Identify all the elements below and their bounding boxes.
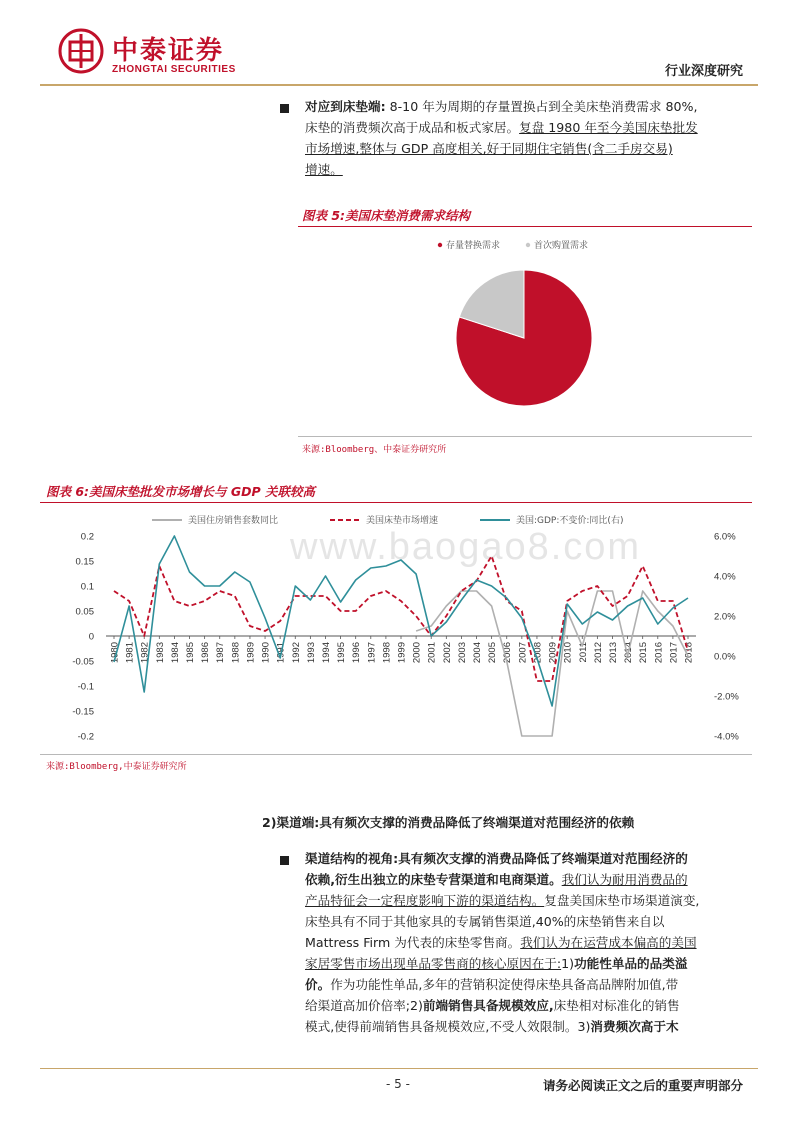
section2-line3: 床垫具有不同于其他家具的专属销售渠道,40%的床垫销售来自以 — [305, 914, 665, 929]
left-axis-tick: -0.15 — [72, 706, 94, 718]
figure5-title: 图表 5:美国床垫消费需求结构 — [302, 208, 471, 223]
pie-legend-marker — [438, 243, 442, 247]
company-logo-icon — [58, 28, 104, 74]
x-axis-tick: 1985 — [185, 642, 197, 664]
x-axis-tick: 2007 — [517, 642, 529, 664]
figure5-source: 来源:Bloomberg、中泰证券研究所 — [302, 445, 447, 455]
x-axis-tick: 2006 — [502, 642, 514, 664]
section1-line3: 市场增速,整体与 GDP 高度相关,好于同期住宅销售(含二手房交易) — [305, 141, 673, 156]
pie-legend — [438, 239, 588, 251]
x-axis-tick: 1986 — [200, 642, 212, 664]
x-axis-tick: 1994 — [320, 642, 332, 664]
section2-paragraph — [305, 848, 765, 1037]
x-axis-tick: 1990 — [260, 642, 272, 664]
x-axis-tick: 2008 — [532, 642, 544, 664]
line-chart-legend — [152, 514, 623, 526]
section2-line4: Mattress Firm 为代表的床垫零售商。我们认为在运营成本偏高的美国 — [305, 935, 697, 950]
x-axis-tick: 2010 — [562, 642, 574, 664]
section2-line7: 给渠道高加价倍率;2)前端销售具备规模效应,床垫相对标准化的销售 — [305, 998, 680, 1013]
right-axis-tick: -4.0% — [714, 731, 739, 743]
right-axis-tick: 0.0% — [714, 651, 736, 663]
x-axis-tick: 2009 — [547, 642, 559, 664]
pie-legend-label: 存量替换需求 — [446, 241, 501, 251]
x-axis-tick: 1981 — [124, 642, 136, 664]
bullet-square — [280, 104, 289, 113]
x-axis-tick: 1980 — [109, 642, 121, 664]
x-axis-tick: 1996 — [351, 642, 363, 664]
line-chart-axes — [72, 532, 739, 743]
report-type-label: 行业深度研究 — [664, 64, 743, 79]
x-axis-tick: 2000 — [411, 642, 423, 664]
figure6-title: 图表 6:美国床垫批发市场增长与 GDP 关联较高 — [46, 484, 316, 499]
section1-line1: 对应到床垫端: 8-10 年为周期的存量置换占到全美床垫消费需求 80%, — [305, 99, 698, 114]
x-axis-tick: 1998 — [381, 642, 393, 664]
line-legend-label: 美国床垫市场增速 — [366, 516, 439, 526]
left-axis-tick: -0.1 — [77, 681, 94, 693]
x-axis-tick: 1995 — [336, 642, 348, 664]
section1-paragraph — [305, 96, 765, 180]
section1-line4: 增速。 — [305, 162, 343, 177]
logo-english-name: ZHONGTAI SECURITIES — [112, 64, 236, 75]
x-axis-tick: 1982 — [139, 642, 151, 664]
x-axis-tick: 2016 — [653, 642, 665, 664]
x-axis-tick: 1991 — [275, 642, 287, 664]
left-axis-tick: 0.05 — [75, 606, 94, 618]
x-axis-tick: 2015 — [638, 642, 650, 664]
x-axis-tick: 2018 — [683, 642, 695, 664]
section2-line5: 家居零售市场出现单品零售商的核心原因在于:1)功能性单品的品类溢 — [305, 956, 688, 971]
x-axis-tick: 2014 — [623, 642, 635, 664]
x-axis-tick: 1997 — [366, 642, 378, 664]
x-axis-tick: 1993 — [305, 642, 317, 664]
line-series — [114, 536, 688, 706]
x-axis-tick: 2012 — [592, 642, 604, 664]
section2-line1: 依赖,衍生出独立的床垫专营渠道和电商渠道。我们认为耐用消费品的 — [305, 872, 688, 887]
right-axis-tick: 4.0% — [714, 571, 736, 583]
x-axis-tick: 2004 — [472, 642, 484, 664]
section2-line2: 产品特征会一定程度影响下游的渠道结构。复盘美国床垫市场渠道演变, — [305, 893, 700, 908]
section2-heading: 2)渠道端:具有频次支撑的消费品降低了终端渠道对范围经济的依赖 — [262, 815, 635, 830]
footer-divider — [40, 1068, 758, 1069]
x-axis-tick: 1992 — [290, 642, 302, 664]
x-axis-tick: 2013 — [607, 642, 619, 664]
left-axis-tick: -0.2 — [77, 731, 94, 743]
bullet-square — [280, 856, 289, 865]
x-axis-tick: 1999 — [396, 642, 408, 664]
section2-line6: 价。作为功能性单品,多年的营销积淀使得床垫具备高品牌附加值,带 — [305, 977, 679, 992]
left-axis-tick: 0.1 — [80, 581, 94, 593]
pie-legend-label: 首次购置需求 — [534, 241, 589, 251]
pie-slices — [456, 270, 592, 406]
watermark-text: www.baogao8.com — [290, 526, 642, 568]
header-divider — [40, 84, 758, 86]
right-axis-tick: -2.0% — [714, 691, 739, 703]
right-axis-tick: 6.0% — [714, 531, 736, 543]
x-axis-tick: 1988 — [230, 642, 242, 664]
pie-legend-marker — [526, 243, 530, 247]
x-axis-tick: 1984 — [169, 642, 181, 664]
figure6-bottom-rule — [40, 754, 752, 755]
figure5-pie-chart — [298, 228, 752, 438]
x-axis-tick: 2005 — [487, 642, 499, 664]
left-axis-tick: 0.15 — [75, 556, 94, 568]
section2-line8: 模式,使得前端销售具备规模效应,不受人效限制。3)消费频次高于木 — [305, 1019, 679, 1034]
section2-line-lead: 渠道结构的视角:具有频次支撑的消费品降低了终端渠道对范围经济的 — [305, 851, 688, 866]
x-axis-tick: 2017 — [668, 642, 680, 664]
x-axis-tick: 2011 — [577, 642, 589, 663]
x-axis-tick: 2002 — [441, 642, 453, 664]
figure6-line-chart — [40, 504, 752, 752]
x-axis-tick: 1983 — [154, 642, 166, 664]
logo-chinese-name: 中泰证券 — [112, 36, 225, 66]
figure6-source: 来源:Bloomberg,中泰证券研究所 — [46, 762, 187, 772]
line-legend-label: 美国住房销售套数同比 — [188, 516, 279, 526]
page-number: - 5 - — [386, 1077, 410, 1091]
x-axis-tick: 1987 — [215, 642, 227, 664]
x-axis-tick: 2001 — [426, 642, 438, 664]
left-axis-tick: -0.05 — [72, 656, 94, 668]
line-legend-label: 美国:GDP:不变价:同比(右) — [516, 516, 624, 526]
figure6-top-rule — [40, 502, 752, 503]
footer-disclaimer: 请务必阅读正文之后的重要声明部分 — [542, 1078, 743, 1093]
x-axis-tick: 1989 — [245, 642, 257, 664]
figure5-bottom-rule — [298, 436, 752, 437]
left-axis-tick: 0.2 — [80, 531, 94, 543]
right-axis-tick: 2.0% — [714, 611, 736, 623]
left-axis-tick: 0 — [88, 631, 94, 643]
figure5-top-rule — [298, 226, 752, 227]
x-axis-tick: 2003 — [456, 642, 468, 664]
section1-lead: 对应到床垫端: — [305, 99, 386, 114]
section1-line2: 床垫的消费频次高于成品和板式家居。复盘 1980 年至今美国床垫批发 — [305, 120, 698, 135]
